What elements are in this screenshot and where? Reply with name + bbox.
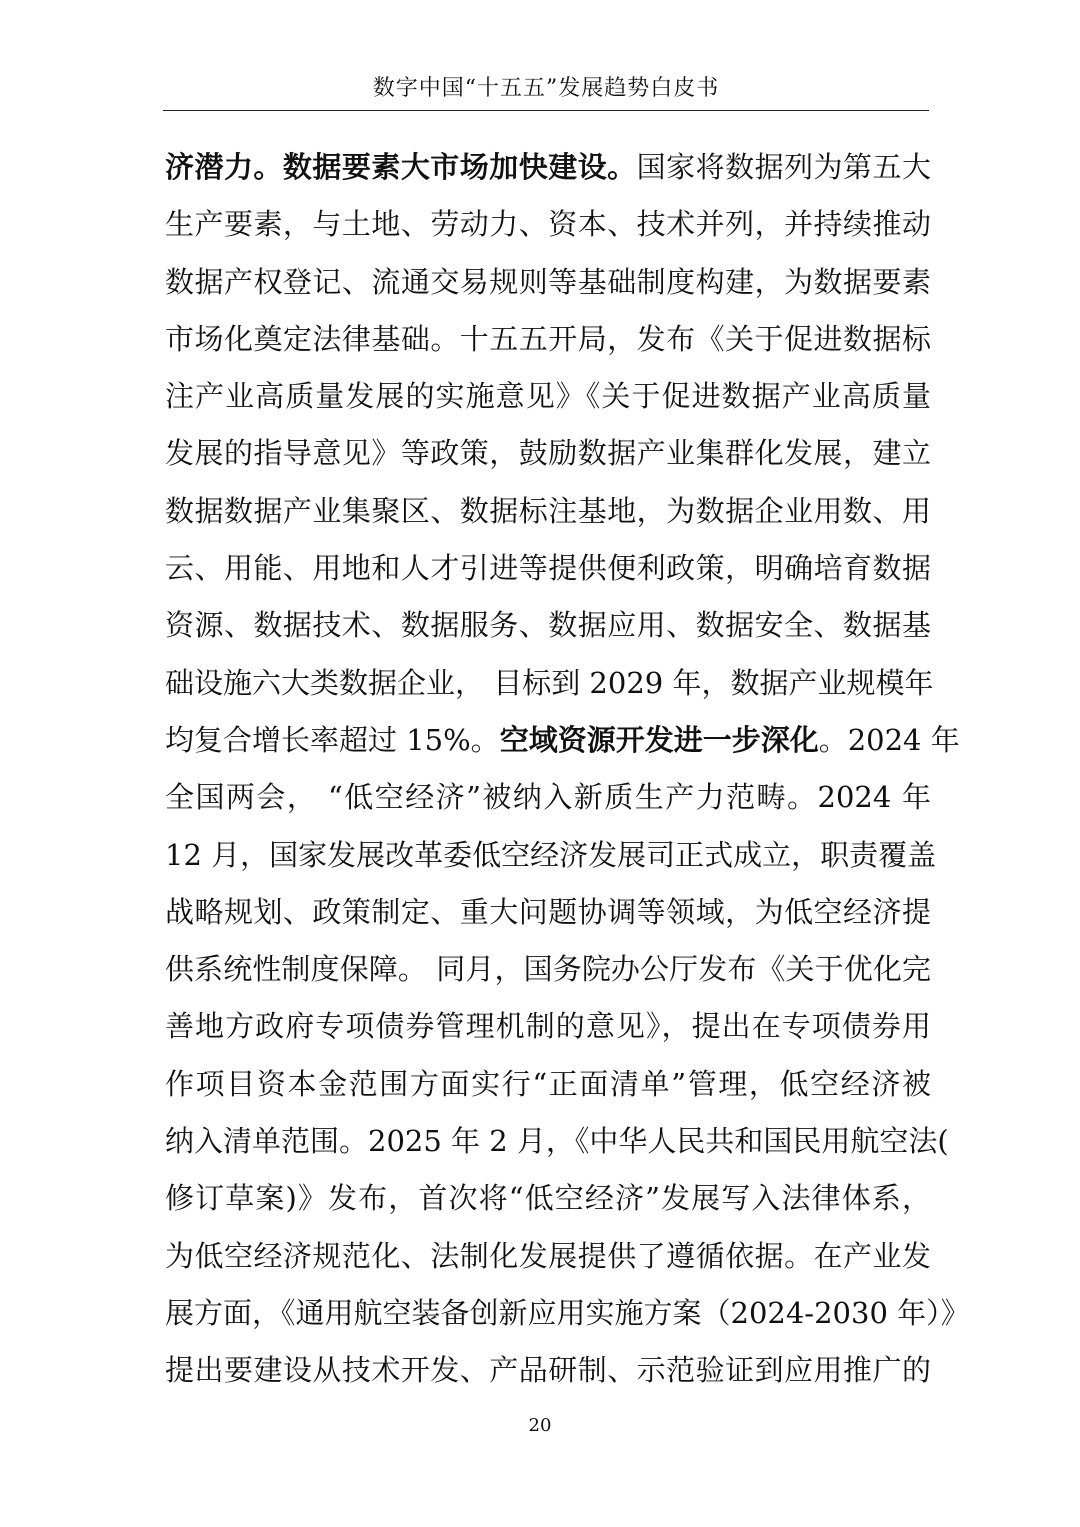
text-line: [165, 769, 931, 826]
text-run: 为低空经济规范化、法制化发展提供了遵循依据。在产业发: [165, 1238, 931, 1273]
text-line: [165, 827, 937, 884]
text-run: 数据产权登记、流通交易规则等基础制度构建，为数据要素: [165, 264, 931, 299]
text-run: 。2024 年: [818, 722, 960, 757]
text-run: 生产要素，与土地、劳动力、资本、技术并列，并持续推动: [165, 207, 931, 242]
text-line: [165, 540, 931, 597]
page-number: 20: [528, 1415, 552, 1436]
text-line: [165, 941, 931, 998]
text-run: 纳入清单范围。2025 年 2 月，《中华人民共和国民用航空法(: [165, 1124, 949, 1159]
header-divider: [163, 110, 929, 111]
text-line: [165, 311, 931, 368]
text-run: 发展的指导意见》等政策，鼓励数据产业集群化发展，建立: [165, 436, 931, 471]
text-line: [165, 998, 931, 1055]
text-line: [165, 1285, 970, 1342]
text-line: [165, 254, 931, 311]
text-line: [165, 712, 960, 769]
text-run: 云、用能、用地和人才引进等提供便利政策，明确培育数据: [165, 551, 931, 586]
text-line: [165, 1228, 931, 1285]
text-run: 国家将数据列为第五大: [636, 150, 931, 184]
text-run: 全国两会， “低空经济”被纳入新质生产力范畴。2024 年: [165, 780, 931, 815]
text-run: 均复合增长率超过 15%。: [165, 722, 500, 757]
text-run: 展方面，《通用航空装备创新应用实施方案（2024-2030 年）》: [165, 1295, 970, 1330]
text-run: 善地方政府专项债券管理机制的意见》，提出在专项债券用: [165, 1009, 931, 1044]
text-run: 注产业高质量发展的实施意见》《关于促进数据产业高质量: [165, 379, 931, 414]
text-run: 战略规划、政策制定、重大问题协调等领域，为低空经济提: [165, 894, 931, 929]
bold-text-run: 济潜力。数据要素大市场加快建设。: [165, 150, 637, 184]
text-line: [165, 483, 931, 540]
text-run: 修订草案)》发布，首次将“低空经济”发展写入法律体系，: [165, 1181, 931, 1216]
text-line: [165, 425, 931, 482]
text-run: 提出要建设从技术开发、产品研制、示范验证到应用推广的: [165, 1353, 931, 1388]
text-line: [165, 368, 931, 425]
text-run: 资源、数据技术、数据服务、数据应用、数据安全、数据基: [165, 608, 931, 643]
text-run: 础设施六大类数据企业， 目标到 2029 年，数据产业规模年: [165, 665, 934, 700]
text-line: [165, 1342, 931, 1399]
body-paragraph: [165, 139, 970, 1400]
text-line: [165, 1113, 949, 1170]
text-line: [165, 655, 934, 712]
text-line: [165, 597, 931, 654]
text-line: [165, 139, 931, 196]
text-run: 数据数据产业集聚区、数据标注基地，为数据企业用数、用: [165, 493, 931, 528]
text-line: [165, 1056, 931, 1113]
text-line: [165, 1170, 931, 1227]
bold-text-run: 空域资源开发进一步深化: [499, 722, 819, 757]
page-header-title: 数字中国“十五五”发展趋势白皮书: [372, 76, 720, 101]
text-run: 作项目资本金范围方面实行“正面清单”管理，低空经济被: [165, 1066, 931, 1101]
text-run: 市场化奠定法律基础。十五五开局，发布《关于促进数据标: [165, 321, 931, 356]
text-run: 12 月，国家发展改革委低空经济发展司正式成立，职责覆盖: [165, 837, 937, 872]
text-run: 供系统性制度保障。 同月，国务院办公厅发布《关于优化完: [165, 952, 931, 987]
text-line: [165, 196, 931, 253]
text-line: [165, 884, 931, 941]
